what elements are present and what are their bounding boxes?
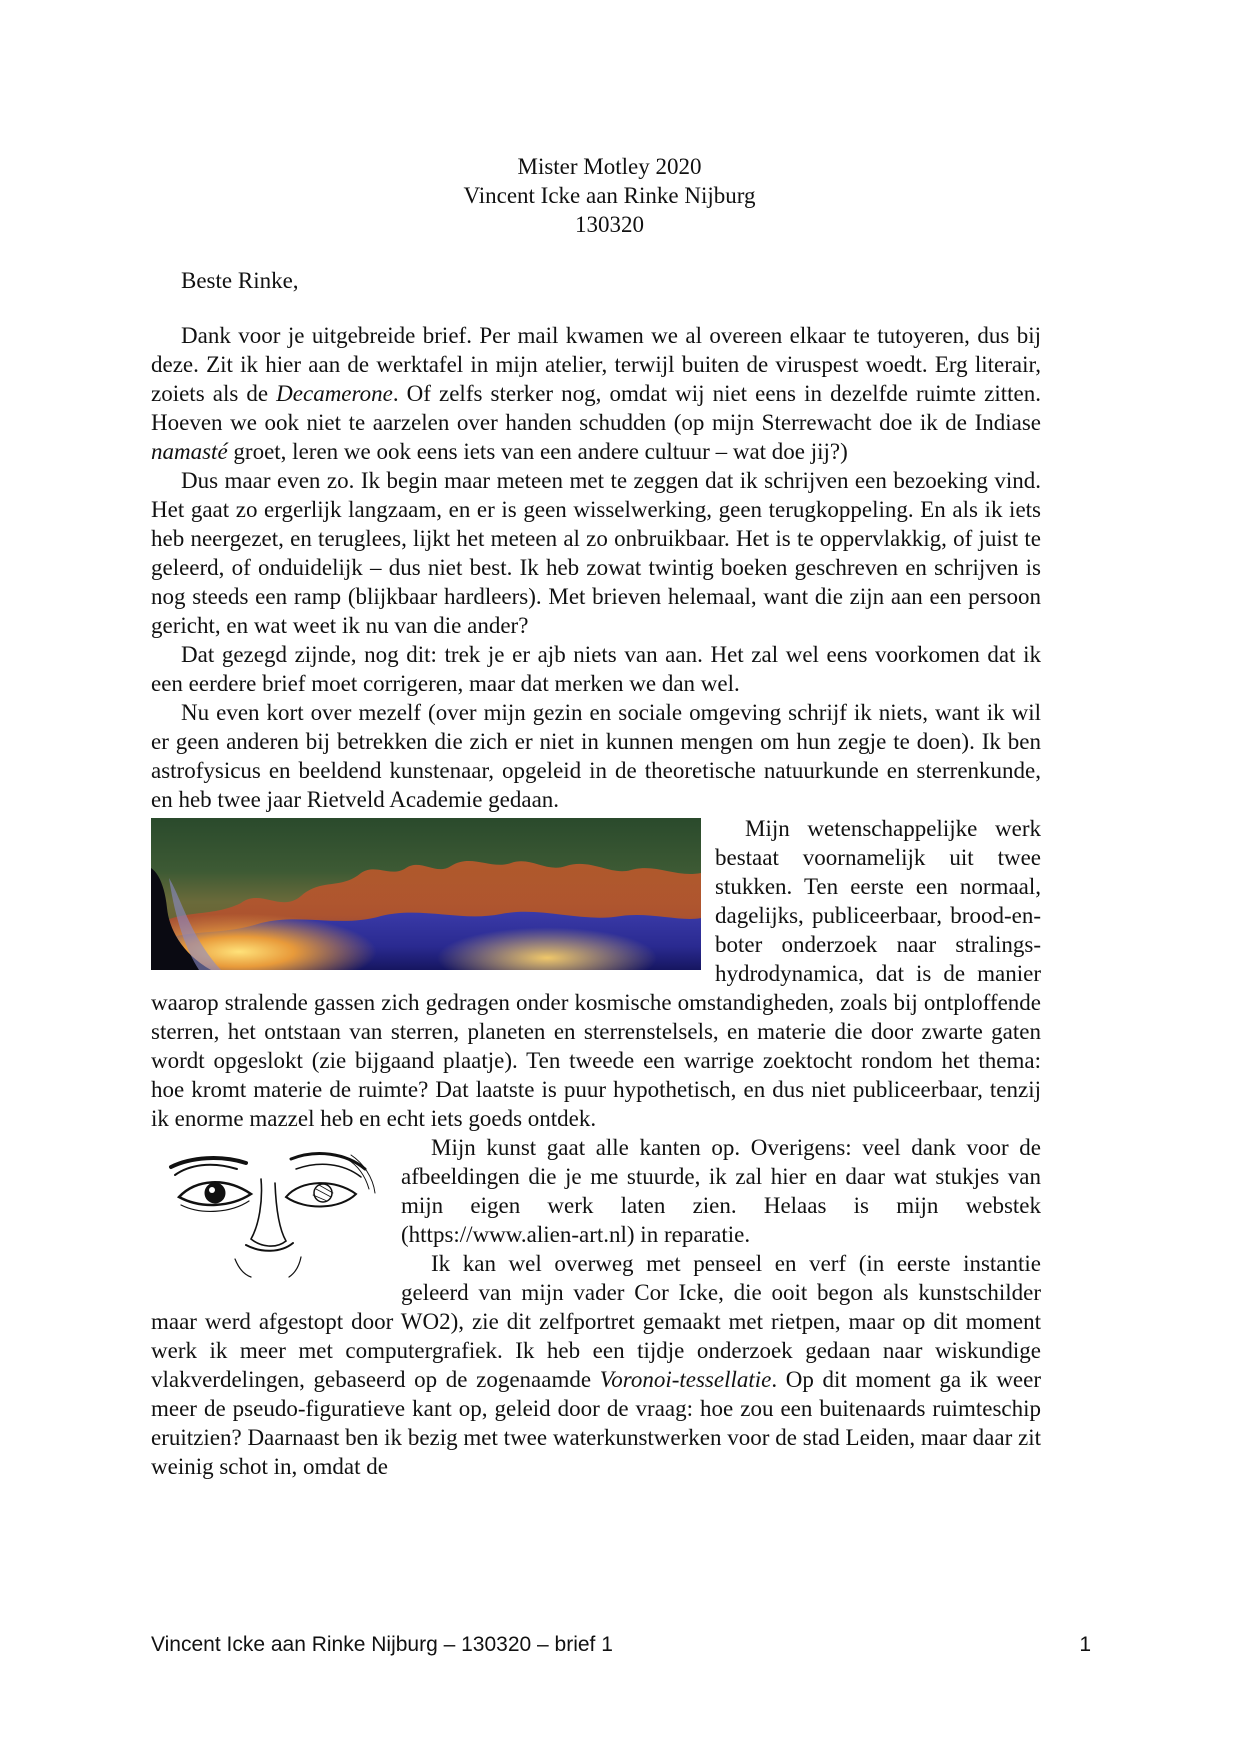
salutation: Beste Rinke,: [181, 268, 299, 293]
header-date: 130320: [575, 212, 644, 237]
paragraph-1: Dank voor je uitgebreide brief. Per mail kwamen we al overeen elkaar te tutoyeren, dus bij deze. Zit ik hier aan de werktafel in mijn atelier, terwijl buiten de viruspest woedt. Erg literair, zoiets als de Decamerone. Of zelfs sterker nog, omdat wij niet eens in dezelfde ruimte zitten. Hoeven we ook niet te aarzelen over handen schudden (op mijn Sterrewacht doe ik de Indiase namasté groet, leren we ook eens iets van een andere cultuur – wat doe jij?): [151, 323, 1041, 464]
radiation-hydrodynamics-image: [151, 818, 701, 970]
paragraph-2: Dus maar even zo. Ik begin maar meteen met te zeggen dat ik schrijven een bezoeking vind. Het gaat zo ergerlijk langzaam, en er is geen wisselwerking, geen terugkoppeling. En als ik iets heb neergezet, en teruglees, lijkt het meteen al zo onbruikbaar. Het is te oppervlakkig, of juist te geleerd, of onduidelijk – dus niet best. Ik heb zowat twintig boeken geschreven en schrijven is nog steeds een ramp (blijkbaar hardleers). Met brieven helemaal, want die zijn aan een persoon gericht, en wat weet ik nu van die ander?: [151, 468, 1041, 638]
paragraph-6: Mijn kunst gaat alle kanten op. Overigens: veel dank voor de afbeeldingen die je me stuurde, ik zal hier en daar wat stukjes van mijn eigen werk laten zien. Helaas is mijn webstek (https://www.alien-art.nl) in reparatie.: [401, 1135, 1041, 1247]
footer-text: Vincent Icke aan Rinke Nijburg – 130320 – brief 1: [151, 1633, 613, 1656]
letter-body: [151, 266, 1041, 1481]
page-number: 1: [1079, 1633, 1091, 1656]
paragraph-7: Ik kan wel overweg met penseel en verf (in eerste instantie geleerd van mijn vader Cor Icke, die ooit begon als kunstschilder maar werd afgestopt door WO2), zie dit zelfportret gemaakt met rietpen, maar op dit moment werk ik meer met computergrafiek. Ik heb een tijdje onderzoek gedaan naar wiskundige vlakverdelingen, gebaseerd op de zogenaamde Voronoi-tessellatie. Op dit moment ga ik weer meer de pseudo-figuratieve kant op, geleid door de vraag: hoe zou een buitenaards ruimteschip eruitzien? Daarnaast ben ik bezig met twee waterkunstwerken voor de stad Leiden, maar daar zit weinig schot in, omdat de: [151, 1251, 1041, 1479]
self-portrait-sketch: [151, 1139, 383, 1279]
letter-header: [0, 152, 1219, 239]
paragraph-4: Nu even kort over mezelf (over mijn gezin en sociale omgeving schrijf ik niets, want ik wil er geen anderen bij betrekken die zich er niet in kunnen mengen om hun zegje te doen). Ik ben astrofysicus en beeldend kunstenaar, opgeleid in de theoretische natuurkunde en sterrenkunde, en heb twee jaar Rietveld Academie gedaan.: [151, 700, 1041, 812]
paragraph-5: Mijn wetenschappelijke werk bestaat voornamelijk uit twee stukken. Ten eerste een normaal, dagelijks, publiceerbaar, brood-en-boter onderzoek naar stralings-hydrodynamica, dat is de manier waarop stralende gassen zich gedragen onder kosmische omstandigheden, zoals bij ontploffende sterren, het ontstaan van sterren, planeten en sterrenstelsels, en materie die door zwarte gaten wordt opgeslokt (zie bijgaand plaatje). Ten tweede een warrige zoektocht rondom het thema: hoe kromt materie de ruimte? Dat laatste is puur hypothetisch, en dus niet publiceerbaar, tenzij ik enorme mazzel heb en echt iets goeds ontdek.: [151, 816, 1041, 1131]
page-footer: [151, 1632, 1091, 1658]
paragraph-3: Dat gezegd zijnde, nog dit: trek je er ajb niets van aan. Het zal wel eens voorkomen dat ik een eerdere brief moet corrigeren, maar dat merken we dan wel.: [151, 642, 1041, 696]
header-correspondents: Vincent Icke aan Rinke Nijburg: [463, 183, 756, 208]
header-publication: Mister Motley 2020: [517, 154, 702, 179]
